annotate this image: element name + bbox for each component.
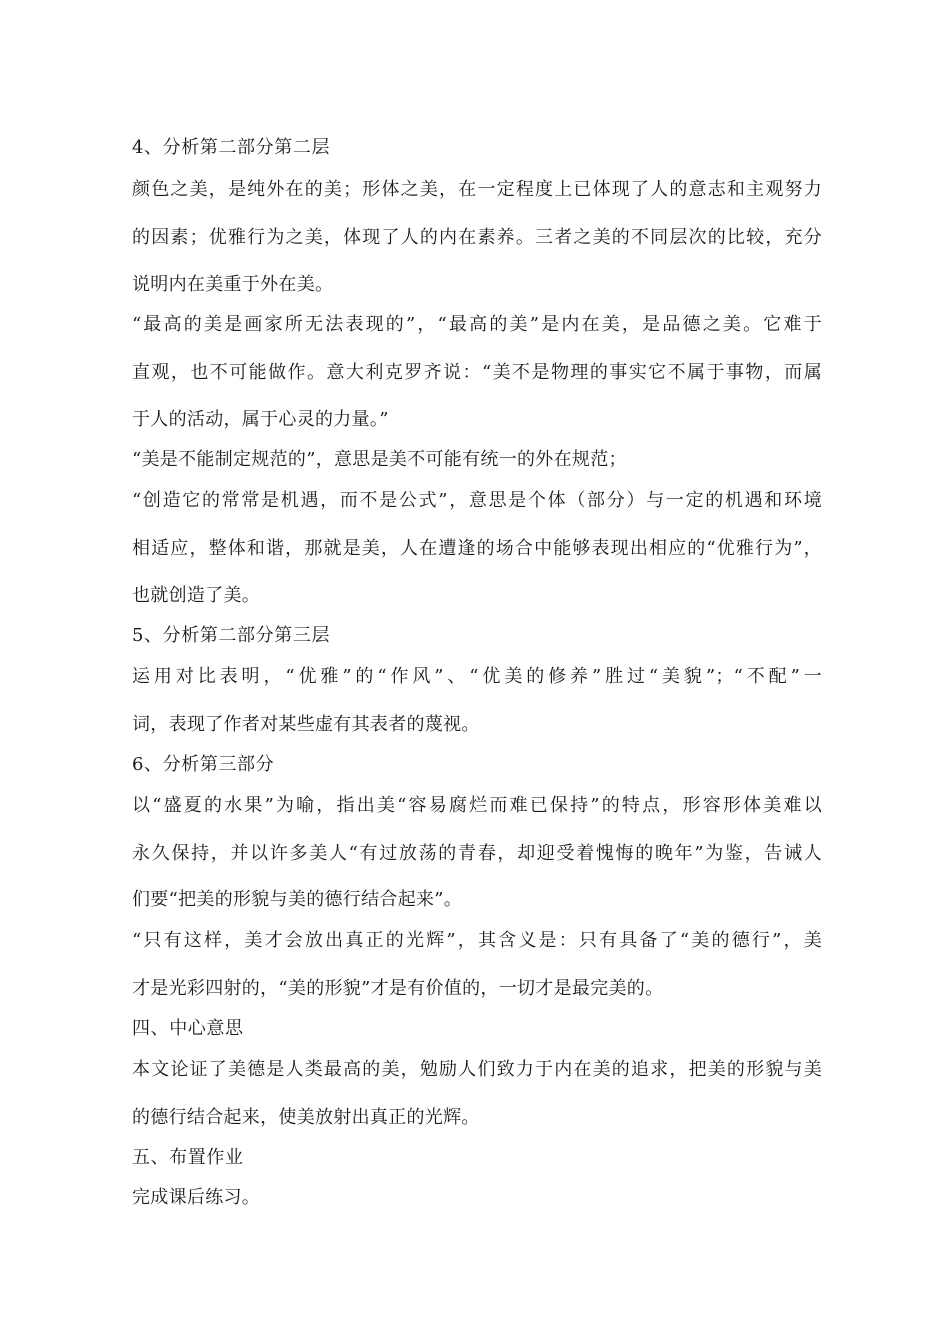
paragraph-line: 相适应，整体和谐，那就是美，人在遭逢的场合中能够表现出相应的“优雅行为”， xyxy=(132,538,822,559)
paragraph-line: “创造它的常常是机遇，而不是公式”，意思是个体（部分）与一定的机遇和环境 xyxy=(132,490,822,511)
paragraph-line: 的因素；优雅行为之美，体现了人的内在素养。三者之美的不同层次的比较，充分 xyxy=(132,227,822,248)
section-heading-homework: 五、布置作业 xyxy=(132,1147,244,1168)
paragraph-line: 以“盛夏的水果”为喻，指出美“容易腐烂而难已保持”的特点，形容形体美难以 xyxy=(132,795,822,816)
paragraph-line: 的德行结合起来，使美放射出真正的光辉。 xyxy=(132,1107,480,1128)
section-heading-5: 5、分析第二部分第三层 xyxy=(132,625,331,646)
paragraph-line: 直观，也不可能做作。意大利克罗齐说：“美不是物理的事实它不属于事物，而属 xyxy=(132,362,822,383)
paragraph-line: 完成课后练习。 xyxy=(132,1187,261,1208)
paragraph-line: 永久保持，并以许多美人“有过放荡的青春，却迎受着愧悔的晚年”为鉴，告诫人 xyxy=(132,843,822,864)
paragraph-line: 也就创造了美。 xyxy=(132,585,261,606)
paragraph-line: “美是不能制定规范的”，意思是美不可能有统一的外在规范； xyxy=(132,449,627,470)
paragraph-line: 颜色之美，是纯外在的美；形体之美，在一定程度上已体现了人的意志和主观努力 xyxy=(132,179,822,200)
paragraph-line: 词，表现了作者对某些虚有其表者的蔑视。 xyxy=(132,714,480,735)
section-heading-6: 6、分析第三部分 xyxy=(132,754,275,775)
paragraph-line: 才是光彩四射的，“美的形貌”才是有价值的，一切才是最完美的。 xyxy=(132,978,664,999)
section-heading-central-idea: 四、中心意思 xyxy=(132,1018,244,1039)
paragraph-line: “最高的美是画家所无法表现的”，“最高的美”是内在美，是品德之美。它难于 xyxy=(132,314,822,335)
paragraph-line: 说明内在美重于外在美。 xyxy=(132,274,334,295)
section-heading-4: 4、分析第二部分第二层 xyxy=(132,137,331,158)
paragraph-line: 运用对比表明，“优雅”的“作风”、“优美的修养”胜过“美貌”；“不配”一 xyxy=(132,666,822,687)
paragraph-line: “只有这样，美才会放出真正的光辉”，其含义是：只有具备了“美的德行”，美 xyxy=(132,930,822,951)
paragraph-line: 本文论证了美德是人类最高的美，勉励人们致力于内在美的追求，把美的形貌与美 xyxy=(132,1059,822,1080)
paragraph-line: 们要“把美的形貌与美的德行结合起来”。 xyxy=(132,889,463,910)
paragraph-line: 于人的活动，属于心灵的力量。” xyxy=(132,409,389,430)
